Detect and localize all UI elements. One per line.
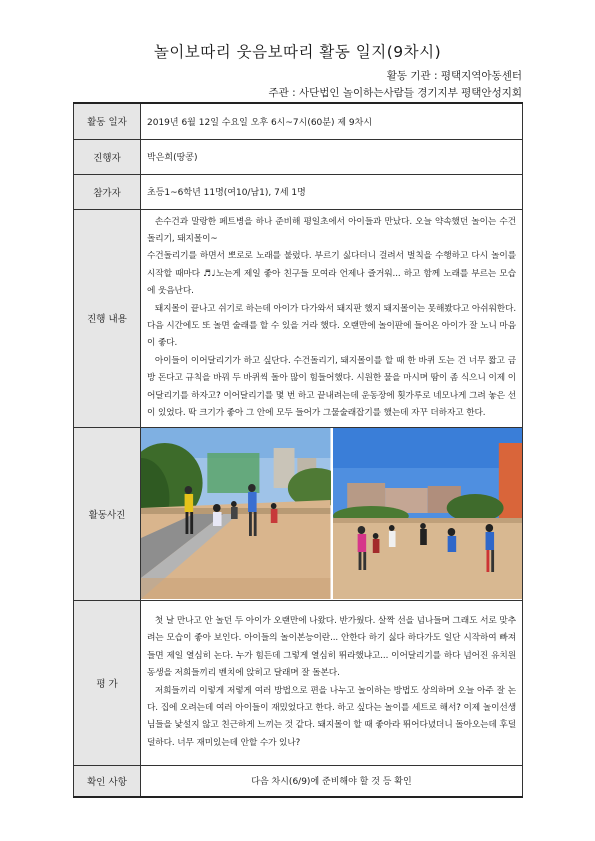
label-leader: 진행자 <box>74 139 141 174</box>
row-date <box>74 103 523 139</box>
content-paragraph: 돼지몰이 끝나고 쉬기로 하는데 아이가 다가와서 돼지판 했지 돼지몰이는 못해봤다고 아쉬워한다. 다음 시간에도 또 놀면 술래를 할 수 있을 거라 했다. 오랜만에 놀이판에 들어온 아이가 잘 노니 마음이 좋다. <box>147 303 516 349</box>
row-content <box>74 209 523 427</box>
activity-photo-right <box>331 428 523 599</box>
evaluation-paragraph: 첫 날 만나고 안 놀던 두 아이가 오랜만에 나왔다. 반가웠다. 살짝 선을 넘나들며 그래도 서로 맞추려는 모습이 좋아 보인다. 아이들의 놀이본능이란... 안한다 하기 싫다 하다가도 일단 시작하여 빠져들면 제일 열심히 논다. 누가 힘든데 그렇게 열심히 뛰라했냐고... 이어달리기를 하다 넘어진 유치원 동생을 저희들끼리 벤치에 앉히고 달래며 잘 돌본다. <box>147 615 516 679</box>
value-evaluation <box>141 600 523 765</box>
organization-line: 활동 기관 : 평택지역아동센터 <box>386 70 522 82</box>
label-confirm: 확인 사항 <box>74 765 141 797</box>
row-participants <box>74 174 523 209</box>
label-content: 진행 내용 <box>74 209 141 427</box>
label-photos: 활동사진 <box>74 427 141 600</box>
value-confirm: 다음 차시(6/9)에 준비해야 할 것 등 확인 <box>141 765 523 797</box>
value-date: 2019년 6월 12일 수요일 오후 6시~7시(60분) 제 9차시 <box>141 103 523 139</box>
label-date: 활동 일자 <box>74 103 141 139</box>
label-participants: 참가자 <box>74 174 141 209</box>
label-evaluation: 평 가 <box>74 600 141 765</box>
row-confirm <box>74 765 523 797</box>
row-evaluation <box>74 600 523 765</box>
row-leader <box>74 139 523 174</box>
value-participants: 초등1~6학년 11명(여10/남1), 7세 1명 <box>141 174 523 209</box>
value-photos <box>141 427 523 600</box>
host-line: 주관 : 사단법인 놀이하는사람들 경기지부 평택안성지회 <box>268 87 522 99</box>
content-paragraph: 수건돌리기를 하면서 뽀로로 노래를 불렀다. 부르기 싫다더니 걸려서 벌칙을 수행하고 다시 놀이를 시작할 때마다 ♬♩노는게 제일 좋아 친구들 모여라 언제나 즐거워... 하고 함께 노래를 부르는 모습에 웃음난다. <box>147 251 516 297</box>
evaluation-paragraph: 저희들끼리 이렇게 저렇게 여러 방법으로 편을 나누고 놀이하는 방법도 상의하며 오늘 아주 잘 논다. 집에 오려는데 여러 아이들이 재밌었다고 한다. 하고 싶다는 놀이를 세트로 해서? 이제 놀이선생님들을 낯설지 않고 친근하게 느끼는 것 같다. 돼지몰이 할 때 좋아라 뛰어다녔더니 돌아오는데 후덜덜하다. 너무 재미있는데 안할 수가 있나? <box>147 685 516 748</box>
value-content <box>141 209 523 427</box>
content-paragraph: 아이들이 이어달리기가 하고 싶단다. 수건돌리기, 돼지몰이를 할 때 한 바퀴 도는 건 너무 짧고 금방 돈다고 규칙을 바꿔 두 바퀴씩 돌아 많이 힘들어했다. 시원한 물을 마시며 땀이 좀 식으니 이제 이어달리기를 하자고? 이어달리기를 몇 번 하고 끝내려는데 운동장에 횟가루로 네모나게 그려 놓은 선이 있었다. 딱 크기가 좋아 그 안에 모두 들어가 그물술래잡기를 했는데 자꾸 더하자고 한다. <box>147 355 516 419</box>
content-paragraph: 손수건과 말랑한 페트병을 하나 준비해 평일초에서 아이들과 만났다. 오늘 약속했던 놀이는 수건돌리기, 돼지몰이~ <box>147 216 516 244</box>
value-leader: 박은희(땅콩) <box>141 139 523 174</box>
document-title: 놀이보따리 웃음보따리 활동 일지(9차시) <box>153 43 442 61</box>
activity-log-table <box>73 102 523 798</box>
activity-photo-left <box>141 428 331 599</box>
row-photos <box>74 427 523 600</box>
